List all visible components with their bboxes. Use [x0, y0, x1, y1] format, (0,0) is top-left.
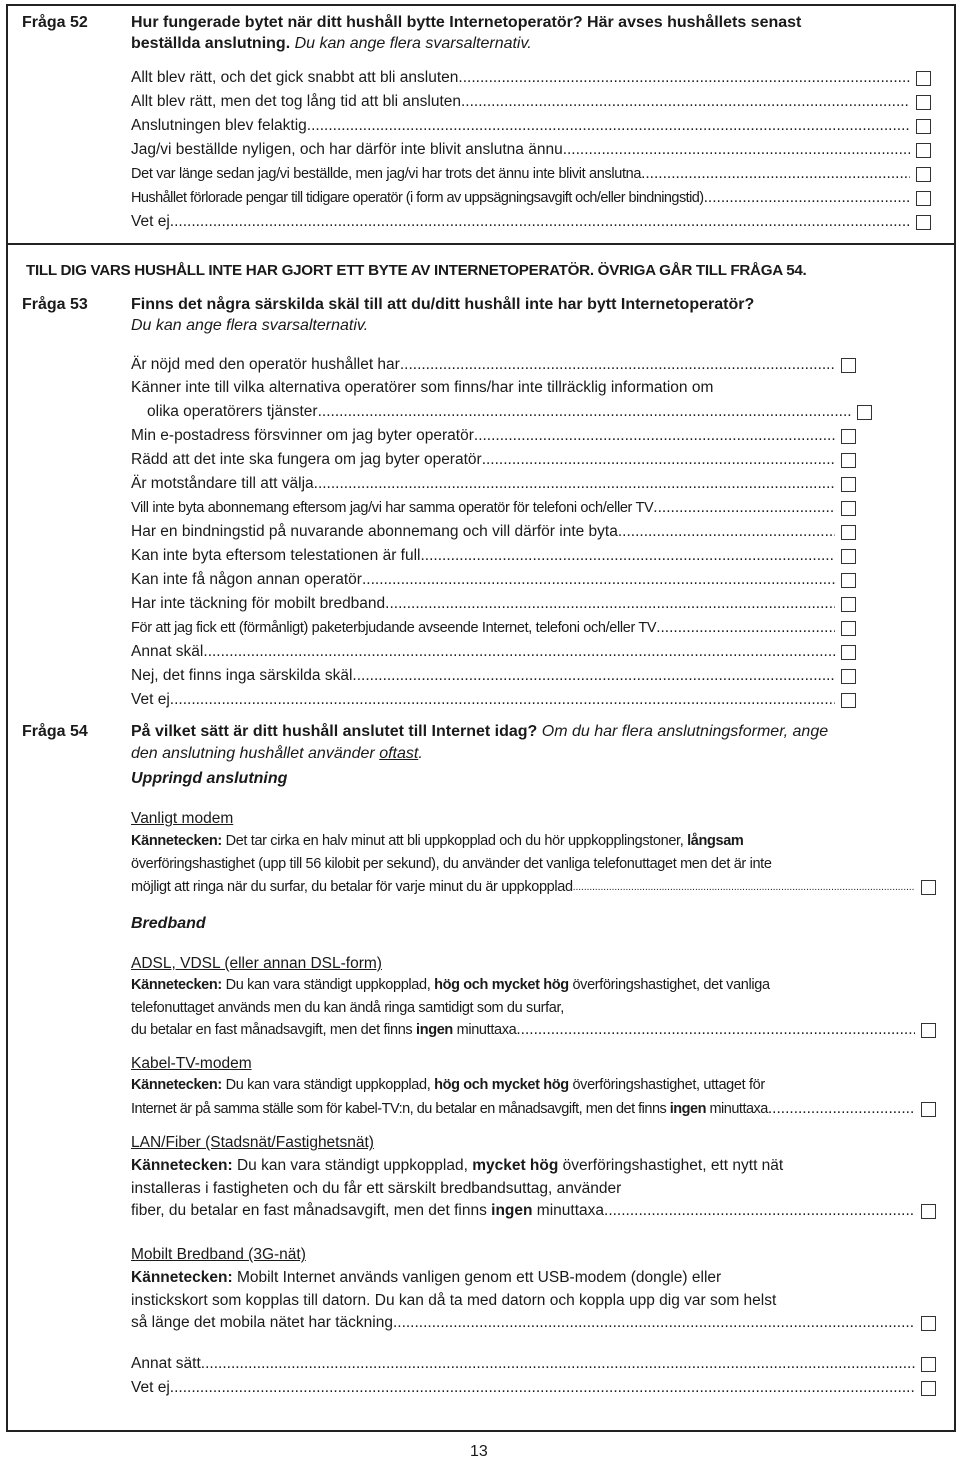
q54-option-adsl[interactable]: du betalar en fast månadsavgift, men det finns ingen minuttaxa .....: [131, 1020, 936, 1040]
question-52-label: Fråga 52: [22, 14, 88, 31]
checkbox[interactable]: [916, 191, 931, 206]
cable-line1: Kännetecken: Du kan vara ständigt uppkopplad, hög och mycket hög överföringshastighet, uttaget för: [131, 1077, 765, 1093]
checkbox[interactable]: [841, 645, 856, 660]
checkbox[interactable]: [841, 429, 856, 444]
q53-option-9[interactable]: Kan inte få någon annan operatör .....: [131, 570, 856, 590]
checkbox[interactable]: [921, 880, 936, 895]
checkbox[interactable]: [841, 453, 856, 468]
q53-option-13[interactable]: Nej, det finns inga särskilda skäl .....: [131, 666, 856, 686]
checkbox[interactable]: [916, 71, 931, 86]
question-54-text: På vilket sätt är ditt hushåll anslutet till Internet idag? Om du har flera anslutningsformer, ange: [131, 723, 829, 740]
question-52-text: Hur fungerade bytet när ditt hushåll bytte Internetoperatör? Här avses hushållets senast: [131, 14, 802, 31]
q53-option-8[interactable]: Kan inte byta eftersom telestationen är full .....: [131, 546, 856, 566]
q54-option-modem[interactable]: möjligt att ringa när du surfar, du betalar för varje minut du är uppkopplad .....: [131, 877, 936, 897]
adsl-line2: telefonuttaget används men du kan ändå ringa samtidigt som du surfar,: [131, 1000, 564, 1016]
modem-line1: Kännetecken: Det tar cirka en halv minut att bli uppkopplad och du hör uppkopplingstoner, långsam: [131, 833, 744, 849]
mobile-title: Mobilt Bredband (3G-nät): [131, 1246, 306, 1263]
checkbox[interactable]: [857, 405, 872, 420]
q53-option-4[interactable]: Rädd att det inte ska fungera om jag byter operatör .....: [131, 450, 856, 470]
checkbox[interactable]: [841, 597, 856, 612]
checkbox[interactable]: [841, 525, 856, 540]
checkbox[interactable]: [921, 1316, 936, 1331]
lan-line1: Kännetecken: Du kan vara ständigt uppkopplad, mycket hög överföringshastighet, ett nytt nät: [131, 1157, 784, 1174]
q53-option-2-line1: Känner inte till vilka alternativa operatörer som finns/har inte tillräcklig information om: [131, 379, 714, 396]
q52-option-4[interactable]: Jag/vi beställde nyligen, och har därför inte blivit anslutna ännu .....: [131, 140, 931, 160]
q53-option-14[interactable]: Vet ej .....: [131, 690, 856, 710]
question-54-label: Fråga 54: [22, 723, 88, 740]
q54-option-lan[interactable]: fiber, du betalar en fast månadsavgift, men det finns ingen minuttaxa .....: [131, 1201, 936, 1221]
routing-instruction: TILL DIG VARS HUSHÅLL INTE HAR GJORT ETT BYTE AV INTERNETOPERATÖR. ÖVRIGA GÅR TILL FRÅGA 54.: [26, 262, 807, 279]
q53-option-10[interactable]: Har inte täckning för mobilt bredband .....: [131, 594, 856, 614]
checkbox[interactable]: [841, 549, 856, 564]
q53-option-7[interactable]: Har en bindningstid på nuvarande abonnemang och vill därför inte byta .....: [131, 522, 856, 542]
checkbox[interactable]: [921, 1023, 936, 1038]
q53-option-1[interactable]: Är nöjd med den operatör hushållet har .....: [131, 355, 856, 375]
adsl-title: ADSL, VDSL (eller annan DSL-form): [131, 955, 382, 972]
q52-option-7[interactable]: Vet ej .....: [131, 212, 931, 232]
checkbox[interactable]: [841, 501, 856, 516]
q52-option-5[interactable]: Det var länge sedan jag/vi beställde, men jag/vi har trots det ännu inte blivit anslutna .....: [131, 164, 931, 184]
question-53-text: Finns det några särskilda skäl till att du/ditt hushåll inte har bytt Internetoperatör?: [131, 296, 755, 313]
q53-option-5[interactable]: Är motståndare till att välja .....: [131, 474, 856, 494]
q54-option-other[interactable]: Annat sätt .....: [131, 1354, 936, 1374]
question-54-note: den anslutning hushållet använder oftast.: [131, 745, 423, 762]
checkbox[interactable]: [916, 95, 931, 110]
q52-option-2[interactable]: Allt blev rätt, men det tog lång tid att bli ansluten .....: [131, 92, 931, 112]
mobile-line1: Kännetecken: Mobilt Internet används vanligen genom ett USB-modem (dongle) eller: [131, 1269, 722, 1286]
q52-option-3[interactable]: Anslutningen blev felaktig .....: [131, 116, 931, 136]
checkbox[interactable]: [921, 1381, 936, 1396]
cable-title: Kabel-TV-modem: [131, 1055, 252, 1072]
q54-option-cable[interactable]: Internet är på samma ställe som för kabel-TV:n, du betalar en månadsavgift, men det finns ingen minuttaxa .....: [131, 1099, 936, 1119]
checkbox[interactable]: [841, 358, 856, 373]
q53-option-3[interactable]: Min e-postadress försvinner om jag byter operatör .....: [131, 426, 856, 446]
section-divider: [6, 243, 956, 245]
checkbox[interactable]: [916, 119, 931, 134]
q52-option-6[interactable]: Hushållet förlorade pengar till tidigare operatör (i form av uppsägningsavgift och/eller bindningstid) .....: [131, 188, 931, 208]
q53-option-2[interactable]: olika operatörers tjänster .....: [147, 402, 872, 422]
q53-option-6[interactable]: Vill inte byta abonnemang eftersom jag/vi har samma operatör för telefoni och/eller TV .....: [131, 498, 856, 518]
checkbox[interactable]: [841, 573, 856, 588]
page-number: 13: [470, 1443, 488, 1460]
section-dialup-heading: Uppringd anslutning: [131, 770, 288, 787]
q54-option-mobile[interactable]: så länge det mobila nätet har täckning .....: [131, 1313, 936, 1333]
q52-option-1[interactable]: Allt blev rätt, och det gick snabbt att bli ansluten .....: [131, 68, 931, 88]
section-broadband-heading: Bredband: [131, 915, 206, 932]
lan-title: LAN/Fiber (Stadsnät/Fastighetsnät): [131, 1134, 374, 1151]
checkbox[interactable]: [921, 1204, 936, 1219]
q54-option-dontknow[interactable]: Vet ej .....: [131, 1378, 936, 1398]
checkbox[interactable]: [916, 215, 931, 230]
checkbox[interactable]: [841, 477, 856, 492]
lan-line2: installeras i fastigheten och du får ett särskilt bredbandsuttag, använder: [131, 1180, 622, 1197]
question-53-label: Fråga 53: [22, 296, 88, 313]
question-52-text-cont: beställda anslutning. Du kan ange flera svarsalternativ.: [131, 35, 532, 52]
checkbox[interactable]: [841, 693, 856, 708]
checkbox[interactable]: [921, 1102, 936, 1117]
modem-title: Vanligt modem: [131, 810, 234, 827]
q53-option-12[interactable]: Annat skäl .....: [131, 642, 856, 662]
modem-line2: överföringshastighet (upp till 56 kilobit per sekund), du använder det vanliga telefonuttaget men det är inte: [131, 856, 772, 872]
checkbox[interactable]: [841, 669, 856, 684]
mobile-line2: instickskort som kopplas till datorn. Du kan då ta med datorn och koppla upp dig var som helst: [131, 1292, 777, 1309]
checkbox[interactable]: [841, 621, 856, 636]
checkbox[interactable]: [916, 143, 931, 158]
adsl-line1: Kännetecken: Du kan vara ständigt uppkopplad, hög och mycket hög överföringshastighet, det vanliga: [131, 977, 770, 993]
checkbox[interactable]: [921, 1357, 936, 1372]
checkbox[interactable]: [916, 167, 931, 182]
question-53-note: Du kan ange flera svarsalternativ.: [131, 317, 369, 334]
q53-option-11[interactable]: För att jag fick ett (förmånligt) paketerbjudande avseende Internet, telefoni och/eller TV .....: [131, 618, 856, 638]
